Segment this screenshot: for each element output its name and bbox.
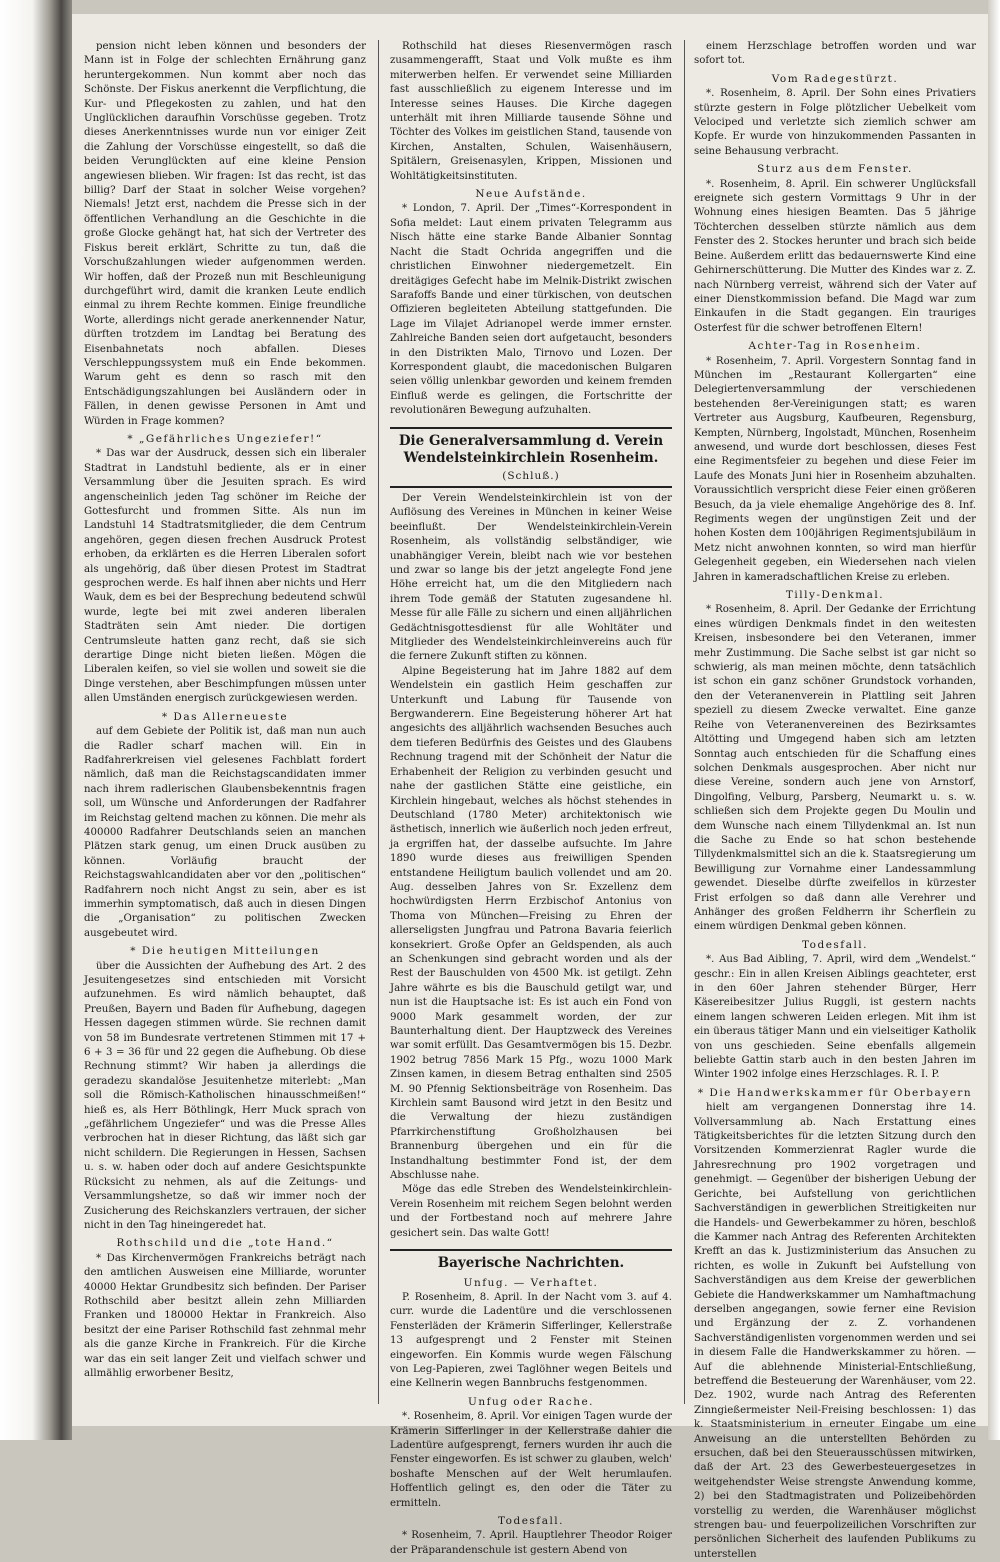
article-heading: Unfug. — Verhaftet. (463, 1276, 599, 1289)
column-rule-2 (684, 40, 685, 1404)
article-paragraph: *. Rosenheim, 8. April. Vor einigen Tagen wurde der Krämerin Sifferlinger in der Kellerstraße dahier die Ladentüre aufgesprengt, ferners wurden ihr auch die Fenster eingeworfen. Es ist schwer zu glauben, welch' boshafte Menschen auf der Welt herumlaufen. Hoffentlich gelingt es, den oder die Täter zu ermitteln. (390, 1411, 672, 1509)
article-heading: Vom Radegestürzt. (771, 72, 899, 85)
bavarian-news-articles (390, 1276, 672, 1559)
article-heading: Neue Aufstände. (475, 188, 587, 201)
article-paragraph: * Das Kirchenvermögen Frankreichs beträgt nach den amtlichen Ausweisen eine Milliarde, worunter 40000 Hektar Grundbesitz sich befinden. Der Pariser Rothschild aber besitzt allein zehn Milliarden Franken und 180000 Hektar in Frankreich. Also besitzt der eine Pariser Rothschild fast zehnmal mehr als die ganze Kirche in Frankreich. Für die Kirche war das ein seit langer Zeit und vielfach schwer und allmählig erworbener Besitz, (84, 1252, 366, 1379)
article-paragraph: * Rosenheim, 8. April. Der Gedanke der Errichtung eines würdigen Denkmals findet in den weitesten Kreisen, insbesondere bei den Veteranen, immer mehr Zustimmung. Die Sache selbst ist gar nicht so schwierig, als man meinen möchte, denn tatsächlich ist schon ein ganz schöner Grundstock vorhanden, den der Veteranenverein in Plattling seit Jahren speziell zu diesem Zwecke verwaltet. Eine ganze Reihe von Veteranenvereinen des Bezirksamtes Altötting und Umgegend haben sich am letzten Sonntag auch entschieden für die Schaffung eines solchen Denkmals ausgesprochen. Aber nicht nur diese Vereine, sondern auch jene von Arnstorf, Dingolfing, Velburg, Parsberg, Neumarkt u. s. w. schließen sich dem Projekte gegen Du Moulin und dem Wunsche nach einem Tillydenkmal an. Ist nun die Sache zu Ende so hat schon bestehende Tillydenkmalsmittel sich an die k. Staatsregierung um Bewilligung zur Vornahme einer Landessammlung gewendet. Dieselbe dürfte zweifellos in kürzester Frist erfolgen so daß dann alle Verehrer und Anhänger des großen Feldherrn ihr Scherflein zu einem würdigen Denkmal geben können. (694, 604, 976, 933)
article-paragraph: Der Verein Wendelsteinkirchlein ist von der Auflösung des Vereines in München in keiner Weise beeinflußt. Der Wendelsteinkirchlein-Verein Rosenheim, als vollständig selbständiger, wie unabhängiger Verein, bleibt nach wie vor bestehen und zwar so lange bis der jetzt angelegte Fond jene Höhe erreicht hat, um die den Mitgliedern nach ihrem Tode gemäß der Statuten zugesandene hl. Messe für alle Fälle zu sichern und einen alljährlichen Gedächtnisgottesdienst für alle Wohltäter und Mitglieder des Wendelsteinkirchleinvereins auch für die fernere Zukunft stiften zu können. (390, 492, 672, 663)
assembly-report-headline (390, 427, 672, 488)
article-heading: Unfug oder Rache. (467, 1395, 595, 1408)
article-heading: Rothschild und die „tote Hand.“ (116, 1237, 334, 1250)
assembly-report-subtitle: (Schluß.) (502, 469, 560, 482)
article-heading: Todesfall. (801, 938, 869, 951)
article-paragraph: * Das war der Ausdruck, dessen sich ein liberaler Stadtrat in Landstuhl bediente, als er in einer Versammlung über die Jesuiten sprach. Es wird angenscheinlich jeden Tag schöner im Reiche der Gottesfurcht und frommen Sitte. Als nun im Landstuhl 14 Stadtratsmitglieder, die dem Centrum angehören, gegen diesen frechen Ausdruck Protest erhoben, da erklärten es die Herren Liberalen sofort als ungehörig, daß über diesen Protest im Stadtrat gesprochen werde. Es half ihnen aber nichts und Herr Wauk, dem es bei der Besprechung bedeutend schwül wurde, legte bei mit zwei anderen liberalen Stadträten sein Amt nieder. Die dortigen Centrumsleute hatten ganz recht, daß sie sich derartige Dinge nicht bieten ließen. Mögen die Liberalen keifen, so viel sie wollen und soweit sie die Dinge verstehen, aber Beschimpfungen müssen unter allen Umständen energisch zurückgewiesen werden. (84, 448, 366, 705)
article-heading: Tilly-Denkmal. (785, 589, 885, 602)
article-paragraph: Möge das edle Streben des Wendelsteinkirchlein-Verein Rosenheim mit reichem Segen belohnt werden und der Fortbestand noch auf mehrere Jahre gesichert sein. Das walte Gott! (390, 1184, 672, 1239)
bavarian-news-heading: Bayerische Nachrichten. (390, 1249, 672, 1272)
article-paragraph: pension nicht leben können und besonders der Mann ist in Folge der schlechten Ernährung ganz heruntergekommen. Nun kommt aber noch das Schönste. Der Fiskus anerkennt die Verpflichtung, die Kur- und Pflegekosten zu zahlen, und hat den Unglücklichen daraufhin Vorschüsse gegeben. Trotz dieses Anerkenntnisses wurde nun vor einiger Zeit die Zahlung der Vorschüsse eingestellt, so daß die beiden Verunglückten auf eine kleine Pension angewiesen blieben. Wir fragen: Ist das recht, ist das billig? Darf der Staat in solcher Weise vorgehen? Niemals! Jetzt erst, nachdem die Presse sich in der öffentlichen Verhandlung an die Geschichte in die große Glocke gehängt hat, hat sich der Vertreter des Fiskus bereit erklärt, Schritte zu tun, daß die Vorschußzahlungen wieder aufgenommen werden. Wir hoffen, daß der Prozeß nun mit Beschleunigung durchgeführt wird, damit die kranken Leute endlich einmal zu ihrem Rechte kommen. Einige freundliche Worte, allerdings nicht gerade anerkennender Natur, dürften trotzdem im Landtag bei Beratung des Eisenbahnetats noch abfallen. Dieses Verschleppungssystem muß ein Ende bekommen. Warum geht es denn so rasch mit den Entschädigungszahlungen bei Ausländern oder in Fällen, in denen gewisse Personen in Amt und Würden in Frage kommen? (84, 41, 366, 427)
article-paragraph: *. Aus Bad Aibling, 7. April, wird dem „Wendelst.“ geschr.: Ein in allen Kreisen Aiblings geachteter, erst in den 60er Jahren stehender Bürger, Herr Käsereibesitzer Julius Ruggli, ist gestern nachts einem langen schweren Leiden erlegen. Mit ihm ist ein überaus tätiger Mann und ein vielseitiger Katholik von uns geschieden. Seine ebenfalls allgemein beliebte Gattin starb auch in den besten Jahren im Winter 1902 infolge eines Herzschlages. R. I. P. (694, 954, 976, 1081)
article-paragraph: über die Aussichten der Aufhebung des Art. 2 des Jesuitengesetzes sind entschieden mit Vorsicht aufzunehmen. Es wird nämlich behauptet, daß Preußen, Bayern und Baden für Aufhebung, dagegen Hessen dagegen stimmen würde. Sie rechnen damit von 58 im Bundesrate vertretenen Stimmen mit 17 + 6 + 3 = 36 für und 22 gegen die Aufhebung. Ob diese Rechnung stimmt? Wir haben ja allerdings die geradezu skandalöse Jesuitenhetze miterlebt: „Man soll die Römisch-Katholischen hinausschmeißen!“ hieß es, als Herr Böthlingk, Herr Muck sprach von „gefährlichem Ungeziefer“ und was die Presse Alles verbrochen hat in dieser Richtung, das läßt sich gar nicht schildern. Die Regierungen in Hessen, Sachsen u. s. w. haben oder doch auf andere Gesichtspunkte Rücksicht zu nehmen, als auf die Zeitungs- und Versammlungshetze, so daß wir immer noch der Zusicherung des Reichskanzlers vertrauen, der sicher nicht in den Tag hineingeredet hat. (84, 960, 366, 1231)
article-paragraph: Rothschild hat dieses Riesenvermögen rasch zusammengerafft, Staat und Volk mußte es ihm miterwerben helfen. Er verwendet seine Milliarden fast ausschließlich zu eigenem Interesse und im Interesse seines Hauses. Die Kirche dagegen unterhält mit ihren Milliarde tausende Söhne und Töchter des Volkes im geistlichen Stand, tausende von Kirchen, Anstalten, Schulen, Waisenhäusern, Spitälern, Greisenasylen, Krippen, Missionen und Wohltätigkeitsinstituten. (390, 41, 672, 182)
book-spine-edge (0, 0, 72, 1440)
newspaper-page (72, 14, 988, 1560)
column-3-articles (694, 40, 976, 1562)
article-heading: Achter-Tag in Rosenheim. (748, 340, 922, 353)
page-right-margin (988, 0, 1000, 1440)
article-heading: Todesfall. (497, 1515, 565, 1527)
article-paragraph: Alpine Begeisterung hat im Jahre 1882 auf dem Wendelstein ein gastlich Heim geschaffen zur Unterkunft und Labung für Tausende von Bergwanderern. Eine Begeisterung höherer Art hat angesichts des alljährlich wachsenden Besuches auch dem tieferen Bedürfnis des Geistes und des Glaubens Rechnung tragend mit der Schönheit der Natur die Erhabenheit der Religion zu verbinden gesucht und nahe der gastlichen Stätte eine geistliche, ein Kirchlein hingebaut, welches als höchst stehendes in Deutschland (1780 Meter) architektonisch wie ästhetisch, innerlich wie äußerlich noch jeden erfreut, ja ergriffen hat, der dasselbe aufsuchte. Im Jahre 1890 wurde dieses aus freiwilligen Spenden entstandene Heiligtum baulich vollendet und am 20. Aug. desselben Jahres von Sr. Exzellenz dem hochwürdigsten Herrn Erzbischof Antonius von Thoma von München—Freising zu Ehren der allerseligsten Jungfrau und Patrona Bavaria feierlich konsekriert. Große Opfer an Geldspenden, als auch an Schenkungen sind gebracht worden und als der Rest der Bauschulden von 4500 Mk. ist getilgt. Zehn Jahre währte es bis die Bauschuld getilgt war, und nun ist die Hauptsache ist: Es ist auch ein Fond von 9000 Mark gesammelt worden, der zur Baunterhaltung dient. Der Hauptzweck des Vereines war somit erfüllt. Das Gesamtvermögen bis 15. Dezbr. 1902 betrug 7856 Mark 15 Pfg., wozu 1000 Mark Zinsen kamen, in diesem Betrag enthalten sind 2505 M. 90 Pfennig Sektionsbeiträge von Rosenheim. Das Kirchlein samt Bausond wird jetzt in den Besitz und die Verwaltung der hiezu zuständigen Pfarrkirchenstiftung Großholzhausen bei Brannenburg übergehen und ein für die Instandhaltung bestimmter Fond ist, der dem Abschlusse nahe. (390, 665, 672, 1182)
article-paragraph: * London, 7. April. Der „Times“-Korrespondent in Sofia meldet: Laut einem privaten Telegramm aus Nisch hätte eine starke Bande Albanier Sonntag Nacht die Stadt Ochrida angegriffen und die christlichen Einwohner niedergemetzelt. Ein dreitägiges Gefecht habe im Melnik-Distrikt zwischen Sarafoffs Bande und einer türkischen, von deutschen Offizieren begleiteten Abteilung stattgefunden. Die Lage im Vilajet Adrianopel werde immer ernster. Zahlreiche Banden seien dort aufgetaucht, besonders in den Distrikten Malo, Tirnovo und Lozen. Der Korrespondent glaubt, die macedonischen Bulgaren seien völlig unlenkbar geworden und keinem fremden Einfluß werde es gelingen, die Fortschritte der revolutionären Bewegung aufzuhalten. (390, 203, 672, 417)
assembly-report-body (390, 492, 672, 1241)
article-heading: * Die Handwerkskammer für Oberbayern (697, 1086, 973, 1099)
article-heading: * Das Allerneueste (161, 710, 289, 723)
article-heading: * „Gefährliches Ungeziefer!“ (127, 432, 323, 445)
column-2 (390, 40, 672, 1556)
article-heading: Sturz aus dem Fenster. (757, 163, 913, 176)
article-paragraph: hielt am vergangenen Donnerstag ihre 14. Vollversammlung ab. Nach Erstattung eines Tätigkeitsberichtes für die letzten Sitzung durch den Vorsitzenden Kommerzienrat Ragler wurde die Jahresrechnung pro 1902 vorgetragen und genehmigt. — Gegenüber der bisherigen Uebung der Gerichte, bei Aufstellung von gerichtlichen Sachverständigen in gewerblichen Streitigkeiten nur die Handels- und Gewerbekammer zu hören, beschloß die Kammer nach Antrag des Referenten Architekten Krefft an das k. Justizministerium das Ansuchen zu richten, es wolle in Zukunft bei Aufstellung von Sachverständigen aus dem Kreise der gewerblichen Gebiete die Handwerkskammer um Namhaftmachung derselben angegangen, sowie ferner eine Revision und Ergänzung der z. Z. vorhandenen Sachverständigenlisten vorgenommen werden und sei in diesem Falle die Handwerkskammer zu hören. — Auf die ablehnende Ministerial-Entschließung, betreffend die Besteuerung der Warenhäuser, vom 22. Dez. 1902, wurde nach Antrag des Referenten Zinngießermeister Neil-Freising beschlossen: 1) das k. Staatsministerium in erneuter Eingabe um eine Anweisung an die unterstellten Behörden zu ersuchen, daß bei den Steuerausschüssen mitwirken, daß der Art. 23 des Gewerbesteuergesetzes in weitgehendster Weise strengste Anwendung komme, 2) bei den Stadtmagistraten und Polizeibehörden vorstellig zu werden, die Warenhäuser möglichst strengen bau- und feuerpolizeilichen Vorschriften zur persönlichen Sicherheit des laufenden Publikums zu unterstellen (694, 1102, 976, 1560)
column-1 (84, 40, 366, 1408)
article-paragraph: * Rosenheim, 7. April. Hauptlehrer Theodor Roiger der Präparandenschule ist gestern Abend von (390, 1530, 672, 1556)
article-paragraph: *. Rosenheim, 8. April. Ein schwerer Unglücksfall ereignete sich gestern Vormittags 9 Uhr in der Wohnung eines hiesigen Beamten. Das 5 jährige Töchterchen desselben stürzte nämlich aus dem Fenster des 2. Stockes herunter und brach sich beide Beine. Außerdem erlitt das bedauernswerte Kind eine Gehirnerschütterung. Die Mutter des Kindes war z. Z. nach Nürnberg verreist, während sich der Vater auf einer Dienstkommission befand. Die Magd war zum Einkaufen in die Stadt gegangen. Ein trauriges Osterfest für die schwer betroffenen Eltern! (694, 178, 976, 334)
column-2-articles-top (390, 40, 672, 419)
article-paragraph: * Rosenheim, 7. April. Vorgestern Sonntag fand in München im „Restaurant Kollergarten“ eine Delegiertenversammlung der verschiedenen bestehenden 8er-Vereinigungen statt; es waren Vertreter aus Augsburg, Kaufbeuren, Regensburg, Kempten, Nürnberg, Ingolstadt, München, Rosenheim anwesend, und wurde dort beschlossen, dieses Fest eine Regimentsfeier zu begehen und diese Feier im Laufe des Monats Juni hier in Rosenheim abzuhalten. Voraussichtlich verspricht diese Feier einen größeren Besuch, da ja viele ehemalige Angehörige des 8. Inf. Regiments wegen der ungünstigen Zeit und der hohen Kosten dem 100jährigen Regimentsjubiläum in Metz nicht anwohnen konnten, so wird man hierfür Gelegenheit gegeben, ein Wiedersehen nach vielen Jahren in kameradschaftlichen Kreise zu erleben. (694, 355, 976, 583)
article-paragraph: P. Rosenheim, 8. April. In der Nacht vom 3. auf 4. curr. wurde die Ladentüre und die verschlossenen Fensterläden der Krämerin Sifferlinger, Kellerstraße 13 aufgesprengt und 2 Fenster mit Steinen eingeworfen. Ein Kommis wurde wegen Fälschung von Leg-Papieren, zwei Taglöhner wegen Beitels und eine Kellnerin wegen Bannbruchs festgenommen. (390, 1291, 672, 1390)
article-paragraph: auf dem Gebiete der Politik ist, daß man nun auch die Radler scharf machen will. Ein in Radfahrerkreisen viel gelesenes Fachblatt fordert nämlich, daß man die Reichstagscandidaten immer nach ihrem radlerischen Glaubensbekenntnis fragen soll, um Wünsche und Anforderungen der Radfahrer im Reichstag geltend machen zu können. Die mehr als 400000 Radfahrer Deutschlands seien an manchen Plätzen stark genug, um einen Druck ausüben zu können. Vorläufig braucht der Reichstagswahlcandidaten aber vor den „politischen“ Radfahrern noch nicht Angst zu sein, aber es ist immerhin symptomatisch, daß auch in diesen Dingen die „Organisation“ zu politischen Zwecken ausgebeutet wird. (84, 726, 366, 939)
column-3 (694, 40, 976, 1560)
article-paragraph: *. Rosenheim, 8. April. Der Sohn eines Privatiers stürzte gestern in Folge plötzlicher Uebelkeit vom Velociped und verletzte sich ziemlich schwer am Kopfe. Er wurde von hinzukommenden Passanten in seine Behausung verbracht. (694, 88, 976, 157)
article-paragraph: einem Herzschlage betroffen worden und war sofort tot. (694, 41, 976, 67)
assembly-report-title: Die Generalversammlung d. Verein Wendelsteinkirchlein Rosenheim. (398, 432, 664, 466)
article-heading: * Die heutigen Mitteilungen (130, 945, 320, 958)
column-1-articles (84, 40, 366, 1381)
column-rule-1 (378, 40, 379, 1404)
